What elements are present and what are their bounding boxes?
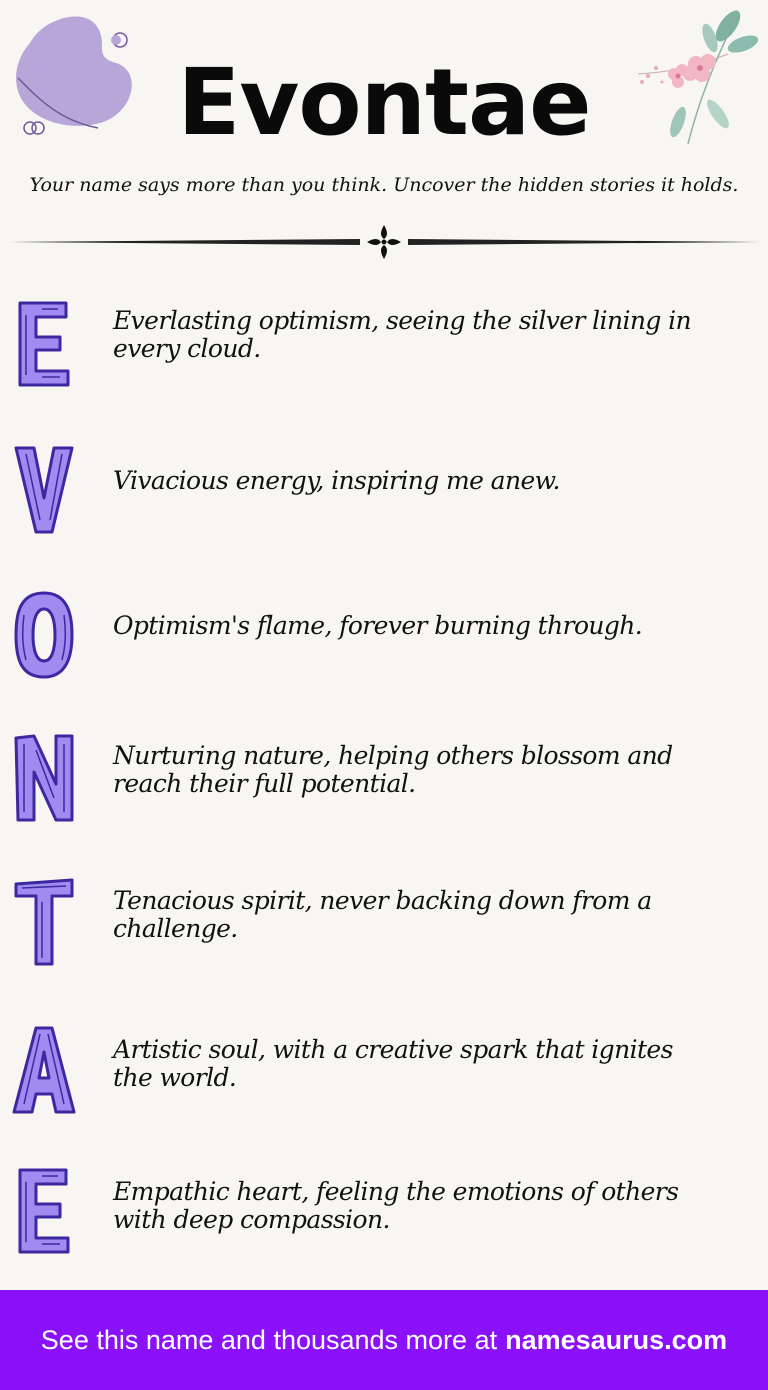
footer-text: See this name and thousands more at — [40, 1324, 498, 1355]
letter-e-glyph — [8, 1162, 80, 1262]
list-item — [0, 1162, 768, 1272]
list-item — [0, 295, 768, 405]
entry-text: Artistic soul, with a creative spark that ignites the world. — [113, 1035, 673, 1092]
entry-text: Tenacious spirit, never backing down from a challenge. — [113, 886, 652, 943]
letter-n-glyph — [8, 728, 80, 828]
letter-v-glyph — [8, 440, 80, 540]
list-item — [0, 728, 768, 838]
list-item — [0, 585, 768, 695]
entry-text: Everlasting optimism, seeing the silver lining in every cloud. — [113, 306, 691, 363]
footer-banner[interactable] — [0, 1290, 768, 1390]
page-title: Evontae — [177, 49, 591, 156]
list-item — [0, 1020, 768, 1130]
tagline: Your name says more than you think. Uncover the hidden stories it holds. — [29, 174, 739, 196]
entry-text: Nurturing nature, helping others blossom and reach their full potential. — [113, 741, 673, 798]
letter-a-glyph — [8, 1020, 80, 1120]
entry-text: Optimism's flame, forever burning through. — [113, 611, 643, 640]
entry-text: Empathic heart, feeling the emotions of others with deep compassion. — [113, 1177, 679, 1234]
entry-text: Vivacious energy, inspiring me anew. — [113, 466, 560, 495]
letter-e-glyph — [8, 295, 80, 395]
ornament-divider — [8, 222, 760, 262]
letter-o-glyph — [8, 585, 80, 685]
letter-t-glyph — [8, 872, 80, 972]
list-item — [0, 872, 768, 982]
footer-site-link[interactable]: namesaurus.com — [505, 1324, 728, 1355]
list-item — [0, 440, 768, 550]
